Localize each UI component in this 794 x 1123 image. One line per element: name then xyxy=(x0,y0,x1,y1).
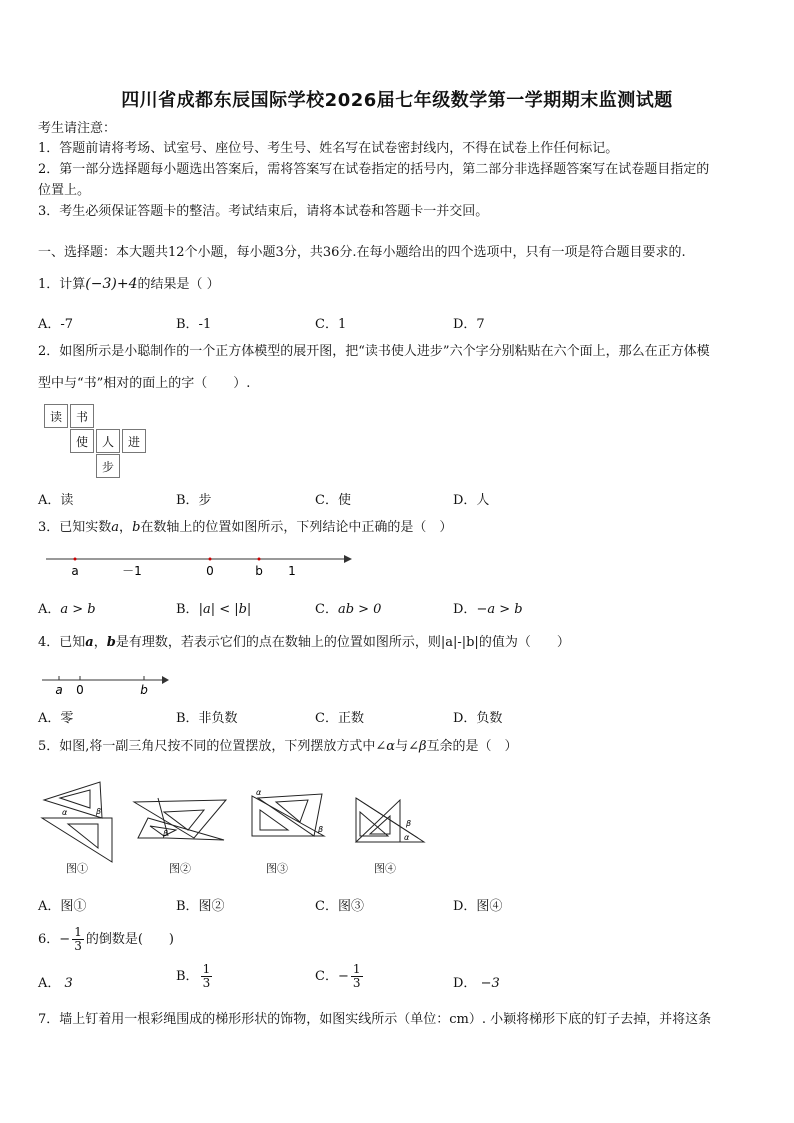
option-a: A．零 xyxy=(38,711,74,726)
fraction: $\frac{1}{3}$ xyxy=(352,962,361,990)
notice-item: 位置上。 xyxy=(38,183,91,198)
question-6: 6．− $\frac{1}{3}$ 的倒数是( ) xyxy=(38,925,174,953)
variable-b: b xyxy=(106,635,116,650)
question-text: 在数轴上的位置如图所示，下列结论中正确的是（ ） xyxy=(140,520,453,535)
question-5: 5．如图,将一副三角尺按不同的位置摆放，下列摆放方式中∠α与∠β互余的是（ ） xyxy=(38,739,518,754)
option-b: B．步 xyxy=(176,493,212,508)
axis-label: a xyxy=(71,564,79,578)
question-text: 5．如图,将一副三角尺按不同的位置摆放，下列摆放方式中 xyxy=(38,739,376,754)
axis-label: 0 xyxy=(76,683,84,697)
question-text: 的结果是（ ） xyxy=(137,277,220,292)
question-text: 1．计算 xyxy=(38,277,86,292)
axis-label: a xyxy=(55,683,63,697)
fraction: $\frac{1}{3}$ xyxy=(74,925,82,953)
axis-arrow xyxy=(162,676,169,684)
figure-caption: 图③ xyxy=(266,862,288,875)
angle-label: α xyxy=(404,833,410,842)
variable-a: a xyxy=(111,520,120,535)
axis-label: －1 xyxy=(122,564,142,578)
option-d: D．−a > b xyxy=(453,602,523,617)
option-a: A．-7 xyxy=(38,317,74,332)
angle-label: α xyxy=(256,788,262,797)
option-d: D．7 xyxy=(453,317,485,332)
axis-label: 0 xyxy=(206,564,214,578)
option-b: B．非负数 xyxy=(176,711,238,726)
option-c: C．− $\frac{1}{3}$ xyxy=(315,962,361,990)
angle-beta: ∠β xyxy=(408,739,427,754)
angle-label: β xyxy=(163,829,169,838)
option-d: D．负数 xyxy=(453,711,503,726)
fraction: $\frac{1}{3}$ xyxy=(202,962,211,990)
angle-label: β xyxy=(96,807,102,816)
angle-alpha: ∠α xyxy=(375,739,396,754)
question-2-line2: 型中与“书”相对的面上的字（ ）. xyxy=(38,376,251,391)
option-b: B．图② xyxy=(176,899,225,914)
question-text: 是有理数，若表示它们的点在数轴上的位置如图所示，则|a|-|b|的值为（ ） xyxy=(115,635,570,650)
option-d: D．图④ xyxy=(453,899,503,914)
option-a: A．a > b xyxy=(38,602,96,617)
net-face: 进 xyxy=(122,429,146,453)
question-3: 3．已知实数a，b在数轴上的位置如图所示，下列结论中正确的是（ ） xyxy=(38,520,453,535)
option-b: B． $\frac{1}{3}$ xyxy=(176,962,211,990)
option-c: C．正数 xyxy=(315,711,364,726)
number-line-figure xyxy=(44,548,354,580)
figure-1-drawing xyxy=(42,782,112,862)
notice-item: 3．考生必须保证答题卡的整洁。考试结束后，请将本试卷和答题卡一并交回。 xyxy=(38,204,489,219)
net-face: 使 xyxy=(70,429,94,453)
variable-b: b xyxy=(132,520,141,535)
axis-arrow xyxy=(344,555,352,563)
question-text: 6． xyxy=(38,932,60,947)
question-text: 互余的是（ ） xyxy=(426,739,518,754)
net-face: 书 xyxy=(70,404,94,428)
figure-caption: 图① xyxy=(66,862,88,875)
point-marker xyxy=(74,558,77,561)
point-marker xyxy=(209,558,212,561)
angle-label: α xyxy=(62,808,68,817)
option-a: A．图① xyxy=(38,899,87,914)
option-d: D．人 xyxy=(453,493,490,508)
figure-caption: 图④ xyxy=(374,862,396,875)
angle-label: β xyxy=(318,825,324,834)
section-heading: 一、选择题：本大题共12个小题，每小题3分，共36分.在每小题给出的四个选项中，只有一项是符合题目要求的. xyxy=(38,245,686,260)
question-7-line1: 7．墙上钉着用一根彩绳围成的梯形形状的饰物，如图实线所示（单位：cm）. 小颖将梯形下底的钉子去掉，并将这条 xyxy=(38,1012,712,1027)
figure-2-drawing xyxy=(134,798,226,840)
number-line-figure xyxy=(40,670,175,698)
notice-item: 2．第一部分选择题每小题选出答案后，需将答案写在试卷指定的括号内，第二部分非选择题答案写在试卷题目指定的 xyxy=(38,162,710,177)
axis-label: b xyxy=(255,564,263,578)
question-text: 3．已知实数 xyxy=(38,520,112,535)
option-c: C．ab > 0 xyxy=(315,602,382,617)
figure-caption: 图② xyxy=(169,862,191,875)
option-a: A． 3 xyxy=(38,976,73,991)
angle-label: β xyxy=(406,819,412,828)
option-c: C．图③ xyxy=(315,899,364,914)
axis-label: b xyxy=(140,683,148,697)
notice-item: 1．答题前请将考场、试室号、座位号、考生号、姓名写在试卷密封线内，不得在试卷上作任何标记。 xyxy=(38,141,619,156)
option-b: B．-1 xyxy=(176,317,212,332)
question-1 xyxy=(38,275,220,294)
figure-4-drawing xyxy=(356,798,424,842)
option-d: D． −3 xyxy=(453,976,500,991)
question-text: 的倒数是( ) xyxy=(85,932,174,947)
option-a: A．读 xyxy=(38,493,74,508)
math-expression: (−3)+4 xyxy=(85,276,138,292)
variable-a: a xyxy=(85,635,94,650)
question-text: 4．已知 xyxy=(38,635,86,650)
point-marker xyxy=(258,558,261,561)
axis-label: 1 xyxy=(288,564,296,578)
figure-3-drawing xyxy=(252,794,324,836)
option-b: B．|a| < |b| xyxy=(176,602,252,617)
page-title: 四川省成都东辰国际学校2026届七年级数学第一学期期末监测试题 xyxy=(121,90,673,111)
net-face: 读 xyxy=(44,404,68,428)
question-2-line1: 2．如图所示是小聪制作的一个正方体模型的展开图，把“读书使人进步”六个字分别粘贴在六个面上，那么在正方体模 xyxy=(38,344,710,359)
option-c: C．使 xyxy=(315,493,351,508)
option-c: C．1 xyxy=(315,317,347,332)
notice-heading: 考生请注意： xyxy=(38,121,117,136)
net-face: 步 xyxy=(96,454,120,478)
question-4: 4．已知a，b是有理数，若表示它们的点在数轴上的位置如图所示，则|a|-|b|的值为（ ） xyxy=(38,635,570,650)
net-face: 人 xyxy=(96,429,120,453)
cube-net-figure xyxy=(44,404,154,484)
